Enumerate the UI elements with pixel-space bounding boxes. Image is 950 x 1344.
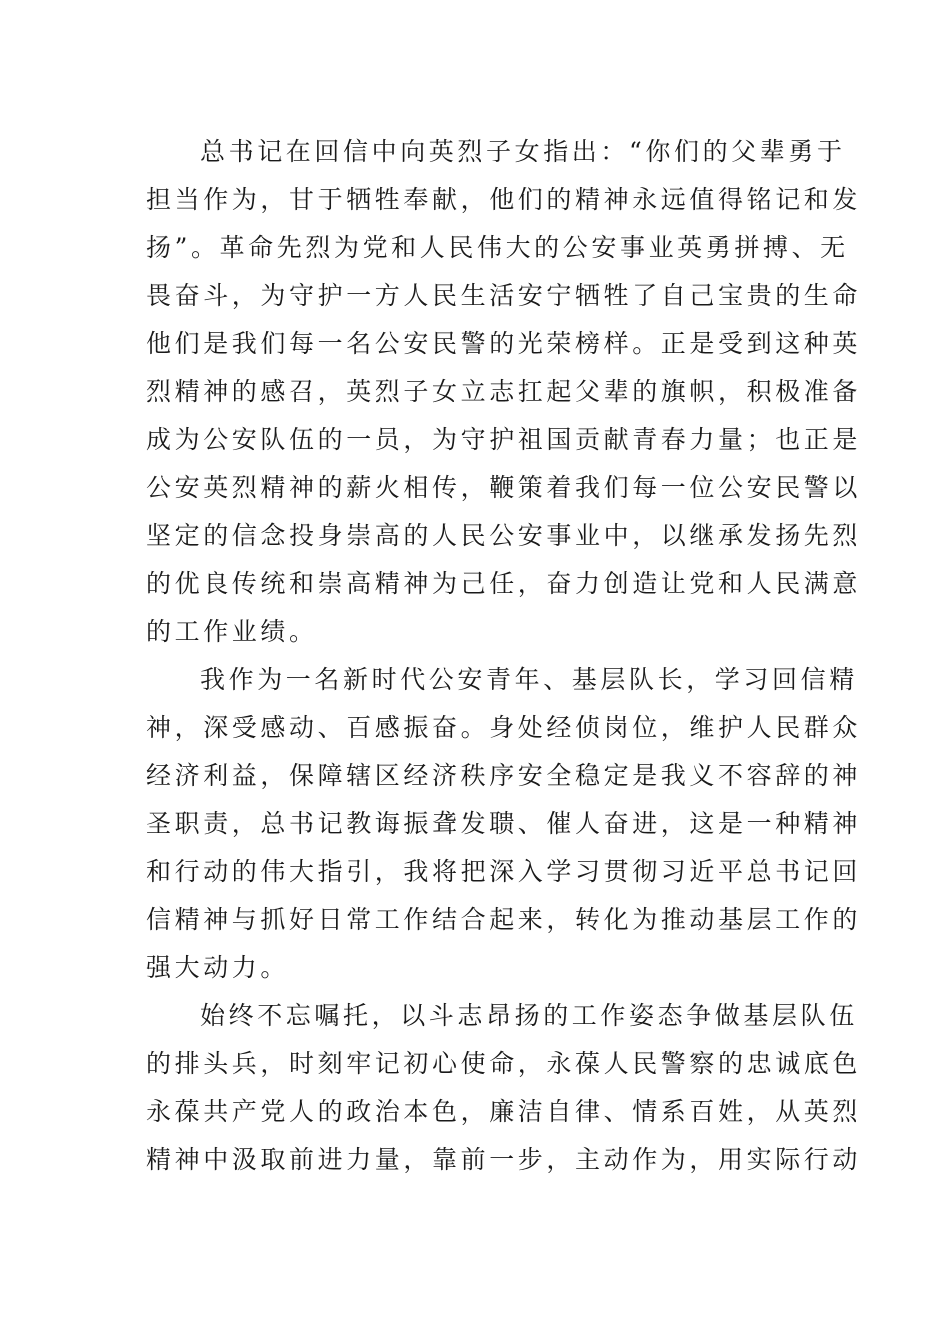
paragraph-3-line-4: 精神中汲取前进力量，靠前一步，主动作为，用实际行动 xyxy=(146,1145,862,1174)
paragraph-1-line-3: 扬”。革命先烈为党和人民伟大的公安事业英勇拼搏、无 xyxy=(146,233,849,262)
paragraph-1-line-11: 的工作业绩。 xyxy=(146,617,318,646)
paragraph-2-line-4: 圣职责，总书记教诲振聋发聩、催人奋进，这是一种精神 xyxy=(146,809,862,838)
paragraph-2-line-5: 和行动的伟大指引，我将把深入学习贯彻习近平总书记回 xyxy=(146,857,862,886)
paragraph-1-line-9: 坚定的信念投身崇高的人民公安事业中，以继承发扬先烈 xyxy=(146,521,862,550)
paragraph-3-line-3: 永葆共产党人的政治本色，廉洁自律、情系百姓，从英烈 xyxy=(146,1097,862,1126)
paragraph-2-line-2: 神，深受感动、百感振奋。身处经侦岗位，维护人民群众 xyxy=(146,713,862,742)
paragraph-1-line-1: 总书记在回信中向英烈子女指出：“你们的父辈勇于 xyxy=(200,137,846,166)
paragraph-1-line-7: 成为公安队伍的一员，为守护祖国贡献青春力量；也正是 xyxy=(146,425,862,454)
paragraph-2-line-1: 我作为一名新时代公安青年、基层队长，学习回信精 xyxy=(200,665,858,694)
document-body xyxy=(146,128,862,1184)
paragraph-2-line-7: 强大动力。 xyxy=(146,953,290,982)
paragraph-1-line-6: 烈精神的感召，英烈子女立志扛起父辈的旗帜，积极准备 xyxy=(146,377,862,406)
paragraph-2-line-6: 信精神与抓好日常工作结合起来，转化为推动基层工作的 xyxy=(146,905,862,934)
paragraph-1-line-10: 的优良传统和崇高精神为己任，奋力创造让党和人民满意 xyxy=(146,569,862,598)
paragraph-3-line-1: 始终不忘嘱托，以斗志昂扬的工作姿态争做基层队伍 xyxy=(200,1001,858,1030)
paragraph-1-line-5: 他们是我们每一名公安民警的光荣榜样。正是受到这种英 xyxy=(146,329,862,358)
paragraph-3-line-2: 的排头兵，时刻牢记初心使命，永葆人民警察的忠诚底色 xyxy=(146,1049,862,1078)
paragraph-1-line-4: 畏奋斗，为守护一方人民生活安宁牺牲了自己宝贵的生命 xyxy=(146,281,862,310)
paragraph-2-line-3: 经济利益，保障辖区经济秩序安全稳定是我义不容辞的神 xyxy=(146,761,862,790)
paragraph-1-line-8: 公安英烈精神的薪火相传，鞭策着我们每一位公安民警以 xyxy=(146,473,862,502)
paragraph-1-line-2: 担当作为，甘于牺牲奉献，他们的精神永远值得铭记和发 xyxy=(146,185,862,214)
